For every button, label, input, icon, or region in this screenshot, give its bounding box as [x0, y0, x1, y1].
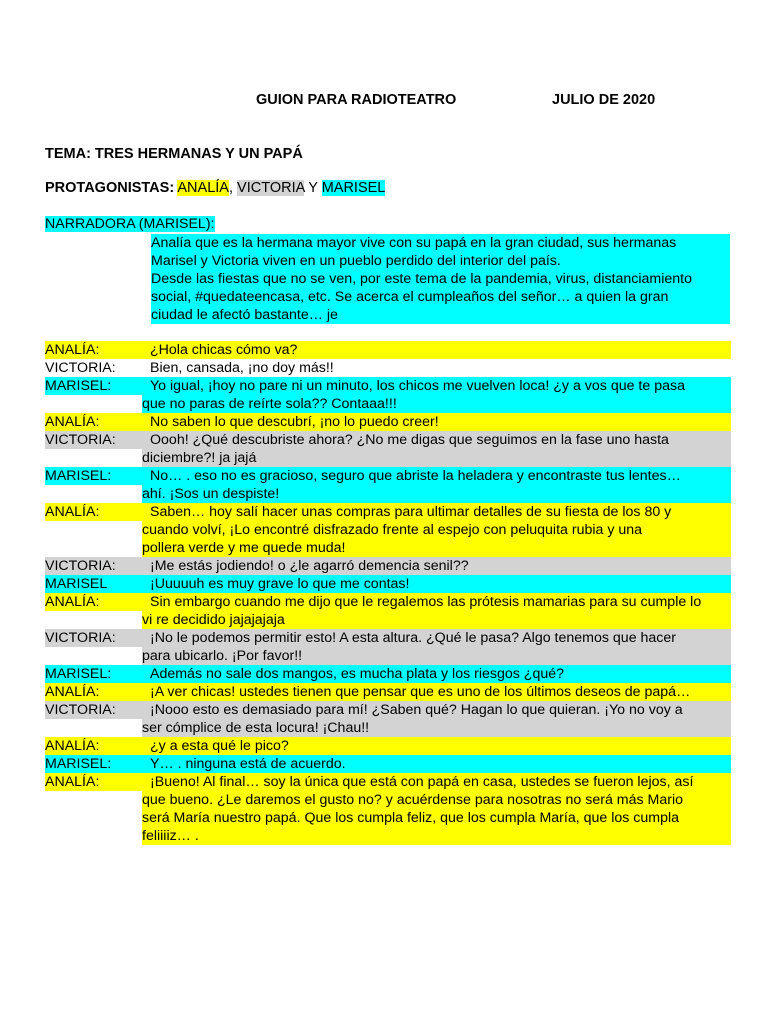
- speech-text: [142, 377, 731, 413]
- dialogue-row: [45, 593, 731, 629]
- dialogue-row: [45, 737, 731, 755]
- speaker-label: ANALÍA:: [45, 774, 100, 790]
- speech-line: que bueno. ¿Le daremos el gusto no? y acuérdense para nosotras no será más Mario: [142, 792, 684, 808]
- speech-line: que no paras de reírte sola?? Contaaa!!!: [142, 396, 397, 412]
- speech-line: ¡Uuuuuh es muy grave lo que me contas!: [150, 576, 410, 592]
- theme-line: TEMA: TRES HERMANAS Y UN PAPÁ: [45, 146, 303, 162]
- speaker-label: MARISEL:: [45, 756, 112, 772]
- speech-line: feliiiiz… .: [142, 828, 199, 844]
- protagonists-label: PROTAGONISTAS:: [45, 180, 175, 196]
- dialogue-row: [45, 413, 731, 431]
- narrator-line: social, #quedateencasa, etc. Se acerca el cumpleaños del señor… a quien la gran: [151, 288, 730, 306]
- speaker-label: ANALÍA:: [45, 414, 100, 430]
- dialogue-row: [45, 755, 731, 773]
- speech-line: diciembre?! ja jajá: [142, 450, 257, 466]
- separator: ,: [228, 180, 238, 196]
- script-date: JULIO DE 2020: [552, 92, 656, 108]
- speech-line: ¡Nooo esto es demasiado para mí! ¿Saben qué? Hagan lo que quieran. ¡Yo no voy a: [150, 702, 683, 718]
- speaker-label: ANALÍA:: [45, 738, 100, 754]
- speech-text: [142, 593, 731, 629]
- speaker-label: VICTORIA:: [45, 432, 116, 448]
- speaker-label: ANALÍA:: [45, 342, 100, 358]
- speech-line: cuando volví, ¡Lo encontré disfrazado frente al espejo con peluquita rubia y una: [142, 522, 643, 538]
- dialogue-row: [45, 377, 731, 413]
- dialogue-row: [45, 683, 731, 701]
- speech-line: será María nuestro papá. Que los cumpla feliz, que los cumpla María, que los cumpla: [142, 810, 680, 826]
- speech-line: ¡Bueno! Al final… soy la única que está con papá en casa, ustedes se fueron lejos, así: [150, 774, 694, 790]
- protagonist-analia: ANALÍA: [177, 180, 229, 196]
- speech-line: ser cómplice de esta locura! ¡Chau!!: [142, 720, 370, 736]
- speech-line: ¡Me estás jodiendo! o ¿le agarró demencia senil??: [150, 558, 469, 574]
- speaker-label: MARISEL:: [45, 666, 112, 682]
- speech-text: [142, 737, 731, 755]
- dialogue-row: [45, 467, 731, 503]
- protagonist-marisel: MARISEL: [321, 180, 386, 196]
- speaker-label: ANALÍA:: [45, 504, 100, 520]
- speech-text: [142, 665, 731, 683]
- script-title: GUION PARA RADIOTEATRO: [256, 92, 457, 108]
- dialogue-row: [45, 557, 731, 575]
- dialogue-row: [45, 431, 731, 467]
- speech-text: [142, 629, 731, 665]
- speech-text: [142, 431, 731, 467]
- narrator-line: Marisel y Victoria viven en un pueblo perdido del interior del país.: [151, 252, 730, 270]
- speech-line: No… . eso no es gracioso, seguro que abriste la heladera y encontraste tus lentes…: [150, 468, 681, 484]
- speech-line: Sin embargo cuando me dijo que le regalemos las prótesis mamarias para su cumple lo: [150, 594, 702, 610]
- speech-line: ahí. ¡Sos un despiste!: [142, 486, 280, 502]
- speech-line: ¡No le podemos permitir esto! A esta altura. ¿Qué le pasa? Algo tenemos que hacer: [150, 630, 677, 646]
- dialogue-row: [45, 341, 731, 359]
- speech-line: para ubicarlo. ¡Por favor!!: [142, 648, 303, 664]
- dialogue-row: [45, 665, 731, 683]
- speaker-label: ANALÍA:: [45, 594, 100, 610]
- dialogue-row: [45, 773, 731, 845]
- speech-line: Oooh! ¿Qué descubriste ahora? ¿No me digas que seguimos en la fase uno hasta: [150, 432, 669, 448]
- speech-line: vi re decidido jajajajaja: [142, 612, 285, 628]
- dialogue-row: [45, 629, 731, 665]
- speech-text: [142, 341, 731, 359]
- speech-text: [142, 467, 731, 503]
- speech-line: Y… . ninguna está de acuerdo.: [150, 756, 346, 772]
- speech-text: [142, 683, 731, 701]
- speaker-label: MARISEL:: [45, 468, 112, 484]
- dialogue-row: [45, 575, 731, 593]
- speech-line: No saben lo que descubrí, ¡no lo puedo creer!: [150, 414, 439, 430]
- speech-line: ¿y a esta qué le pico?: [150, 738, 289, 754]
- speaker-label: MARISEL:: [45, 378, 112, 394]
- speech-line: ¡A ver chicas! ustedes tienen que pensar que es uno de los últimos deseos de papá…: [150, 684, 691, 700]
- protagonist-victoria: VICTORIA: [237, 180, 305, 196]
- speaker-label: VICTORIA:: [45, 630, 116, 646]
- speech-line: Además no sale dos mangos, es mucha plata y los riesgos ¿qué?: [150, 666, 565, 682]
- speech-line: Yo igual, ¡hoy no pare ni un minuto, los chicos me vuelven loca! ¿y a vos que te pasa: [150, 378, 685, 394]
- speech-text: [142, 701, 731, 737]
- narrator-line: Desde las fiestas que no se ven, por este tema de la pandemia, virus, distanciamiento: [151, 270, 730, 288]
- speech-text: [142, 413, 731, 431]
- narrator-text: [151, 234, 730, 324]
- speech-line: Saben… hoy salí hacer unas compras para ultimar detalles de su fiesta de los 80 y: [150, 504, 672, 520]
- speaker-label: MARISEL: [45, 576, 108, 592]
- speech-text: [142, 755, 731, 773]
- speech-line: Bien, cansada, ¡no doy más!!: [150, 360, 334, 376]
- speech-text: [142, 359, 731, 377]
- speech-line: ¿Hola chicas cómo va?: [150, 342, 298, 358]
- speaker-label: VICTORIA:: [45, 558, 116, 574]
- speaker-label: ANALÍA:: [45, 684, 100, 700]
- dialogue-row: [45, 503, 731, 557]
- speech-text: [142, 773, 731, 845]
- narrator-label: NARRADORA (MARISEL):: [45, 216, 215, 232]
- speech-text: [142, 557, 731, 575]
- speaker-label: VICTORIA:: [45, 702, 116, 718]
- narrator-line: ciudad le afectó bastante… je: [151, 306, 730, 324]
- speaker-label: VICTORIA:: [45, 360, 116, 376]
- speech-text: [142, 575, 731, 593]
- speech-line: pollera verde y me quede muda!: [142, 540, 346, 556]
- narrator-line: Analía que es la hermana mayor vive con su papá en la gran ciudad, sus hermanas: [151, 234, 730, 252]
- dialogue-row: [45, 701, 731, 737]
- speech-text: [142, 503, 731, 557]
- separator: Y: [304, 180, 322, 196]
- protagonists-line: [45, 180, 385, 196]
- dialogue-row: [45, 359, 731, 377]
